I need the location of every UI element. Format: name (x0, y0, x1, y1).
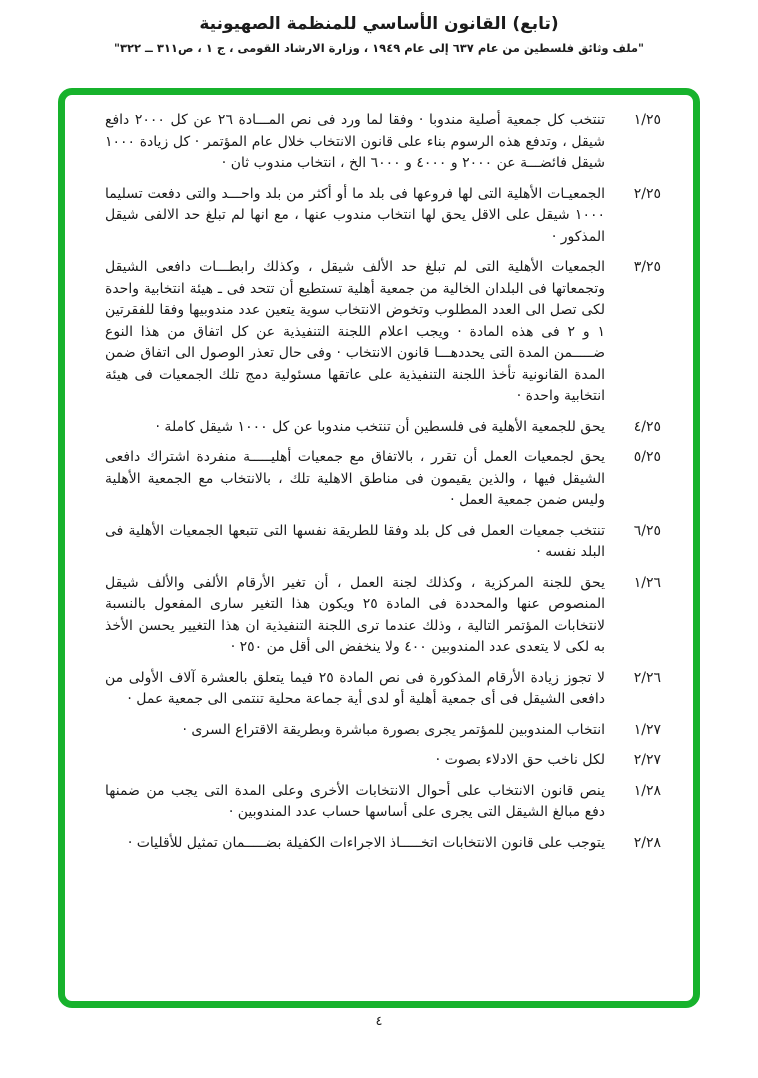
paragraph-text: لا تجوز زيادة الأرقام المذكورة فى نص المادة ٢٥ فيما يتعلق بالعشرة آلاف الأولى من دافعى الشيقل فى أى جمعية أهلية أو لدى أية جماعة محلية تنتمى الى جمعية عمل · (105, 669, 605, 707)
paragraph-text: تنتخب جمعيات العمل فى كل بلد وفقا للطريقة نفسها التى تتبعها الجمعيات الأهلية فى البلد نفسه · (105, 522, 605, 560)
law-paragraph (105, 257, 661, 408)
paragraph-text: يتوجب على قانون الانتخابات اتخـــــاذ الاجراءات الكفيلة بضـــــمان تمثيل للأقليات · (127, 834, 605, 851)
law-paragraph (105, 750, 661, 772)
law-paragraph (105, 833, 661, 855)
paragraph-number: ٤/٢٥ (633, 418, 661, 435)
paragraph-text: يحق لجمعيات العمل أن تقرر ، بالاتفاق مع جمعيات أهليـــــة منفردة اشتراك دافعى الشيقل فيها ، والذين يقيمون فى مناطق الاهلية تلك ، بالانتخاب مع الجمعية الأهلية وليس ضمن جمعية العمل · (105, 449, 605, 508)
law-paragraph (105, 521, 661, 564)
page-number: ٤ (375, 1014, 383, 1029)
paragraph-text: يحق للجنة المركزية ، وكذلك لجنة العمل ، أن تغير الأرقام الألفى والألف شيقل المنصوص عنها والمحددة فى المادة ٢٥ ويكون هذا التغير سارى المفعول بالنسبة لانتخابات المؤتمر التالية ، وذلك عندما ترى اللجنة التنفيذية ان هذا التغيير يحسن الأخذ به لكى لا يتعدى عدد المندوبين ٤٠٠ ولا ينخفض الى أقل من ٢٥٠ · (105, 574, 605, 655)
law-paragraph (105, 668, 661, 711)
law-paragraph (105, 417, 661, 439)
paragraph-number: ٣/٢٥ (633, 259, 661, 275)
paragraph-list (65, 95, 693, 854)
law-paragraph (105, 447, 661, 512)
paragraph-text: ينص قانون الانتخاب على أحوال الانتخابات الأخرى وعلى المدة التى يجب من ضمنها دفع مبالغ الشيقل التى يجرى على أساسها حساب عدد المندوبين · (105, 782, 605, 820)
paragraph-number: ١/٢٨ (633, 782, 661, 799)
law-paragraph (105, 720, 661, 742)
paragraph-number: ٢/٢٨ (633, 834, 661, 851)
paragraph-text: الجمعيـات الأهلية التى لها فروعها فى بلد ما أو أكثر من بلد واحـــد والتى دفعت تسليما ١٠٠٠ شيقل على الاقل يحق لها انتخاب مندوب عنها ، مع انها لم تبلغ حد الالفى شيقل المذكور · (105, 185, 605, 245)
law-paragraph (105, 184, 661, 249)
paragraph-text: تنتخب كل جمعية أصلية مندوبا · وفقا لما ورد فى نص المـــادة ٢٦ عن كل ٢٠٠٠ دافع شيقل ، وتدفع هذه الرسوم بناء على قانون الانتخاب خلال عام المؤتمر · كل زيادة ١٠٠٠ شيقل فائضـــة عن ٢٠٠٠ و ٤٠٠٠ و ٦٠٠٠ الخ ، انتخاب مندوب ثان · (105, 112, 605, 171)
paragraph-number: ١/٢٦ (633, 574, 661, 591)
doc-header (0, 14, 758, 55)
paragraph-number: ٢/٢٦ (633, 669, 661, 686)
paragraph-text: الجمعيات الأهلية التى لم تبلغ حد الألف شيقل ، وكذلك رابطـــات دافعى الشيقل وتجمعاتها فى البلدان الخالية من جمعية أهلية تستطيع أن تتحد فى ـ هيئة انتخابية واحدة لكى تصل الى العدد المطلوب وتخوض الانتخاب سوية يتعين عدد مندوبيها وفقا للفقرتين ١ و ٢ فى هذه المادة · ويجب اعلام اللجنة التنفيذية عن كل اتفاق من هذا النوع ضـــــمن المدة التى يحددهـــا قانون الانتخاب · وفى حال تعذر الوصول الى اتفاق ضمن المدة القانونية تأخذ اللجنة التنفيذية على عاتقها مسئولية دمج تلك الجمعيات فى هيئة انتخابية واحدة · (105, 259, 605, 404)
paragraph-number: ٥/٢٥ (633, 449, 661, 465)
paragraph-text: انتخاب المندوبين للمؤتمر يجرى بصورة مباشرة وبطريقة الاقتراع السرى · (182, 721, 605, 738)
paragraph-number: ١/٢٥ (633, 112, 661, 128)
paragraph-number: ٦/٢٥ (633, 522, 661, 539)
paragraph-number: ٢/٢٧ (633, 752, 661, 768)
law-paragraph (105, 110, 661, 175)
paragraph-text: يحق للجمعية الأهلية فى فلسطين أن تنتخب مندوبا عن كل ١٠٠٠ شيقل كاملة · (155, 418, 605, 435)
content-border-box (58, 88, 700, 1008)
paragraph-number: ١/٢٧ (633, 721, 661, 738)
paragraph-number: ٢/٢٥ (633, 185, 661, 202)
doc-title: (تابع) القانون الأساسي للمنظمة الصهيونية (199, 14, 559, 34)
law-paragraph (105, 781, 661, 824)
doc-source-citation: "ملف وثائق فلسطين من عام ٦٣٧ إلى عام ١٩٤٩ ، وزارة الارشاد القومى ، ج ١ ، ص٣١١ ــ ٣٢٢" (113, 41, 645, 55)
law-paragraph (105, 573, 661, 659)
paragraph-text: لكل ناخب حق الادلاء بصوت · (435, 752, 605, 768)
